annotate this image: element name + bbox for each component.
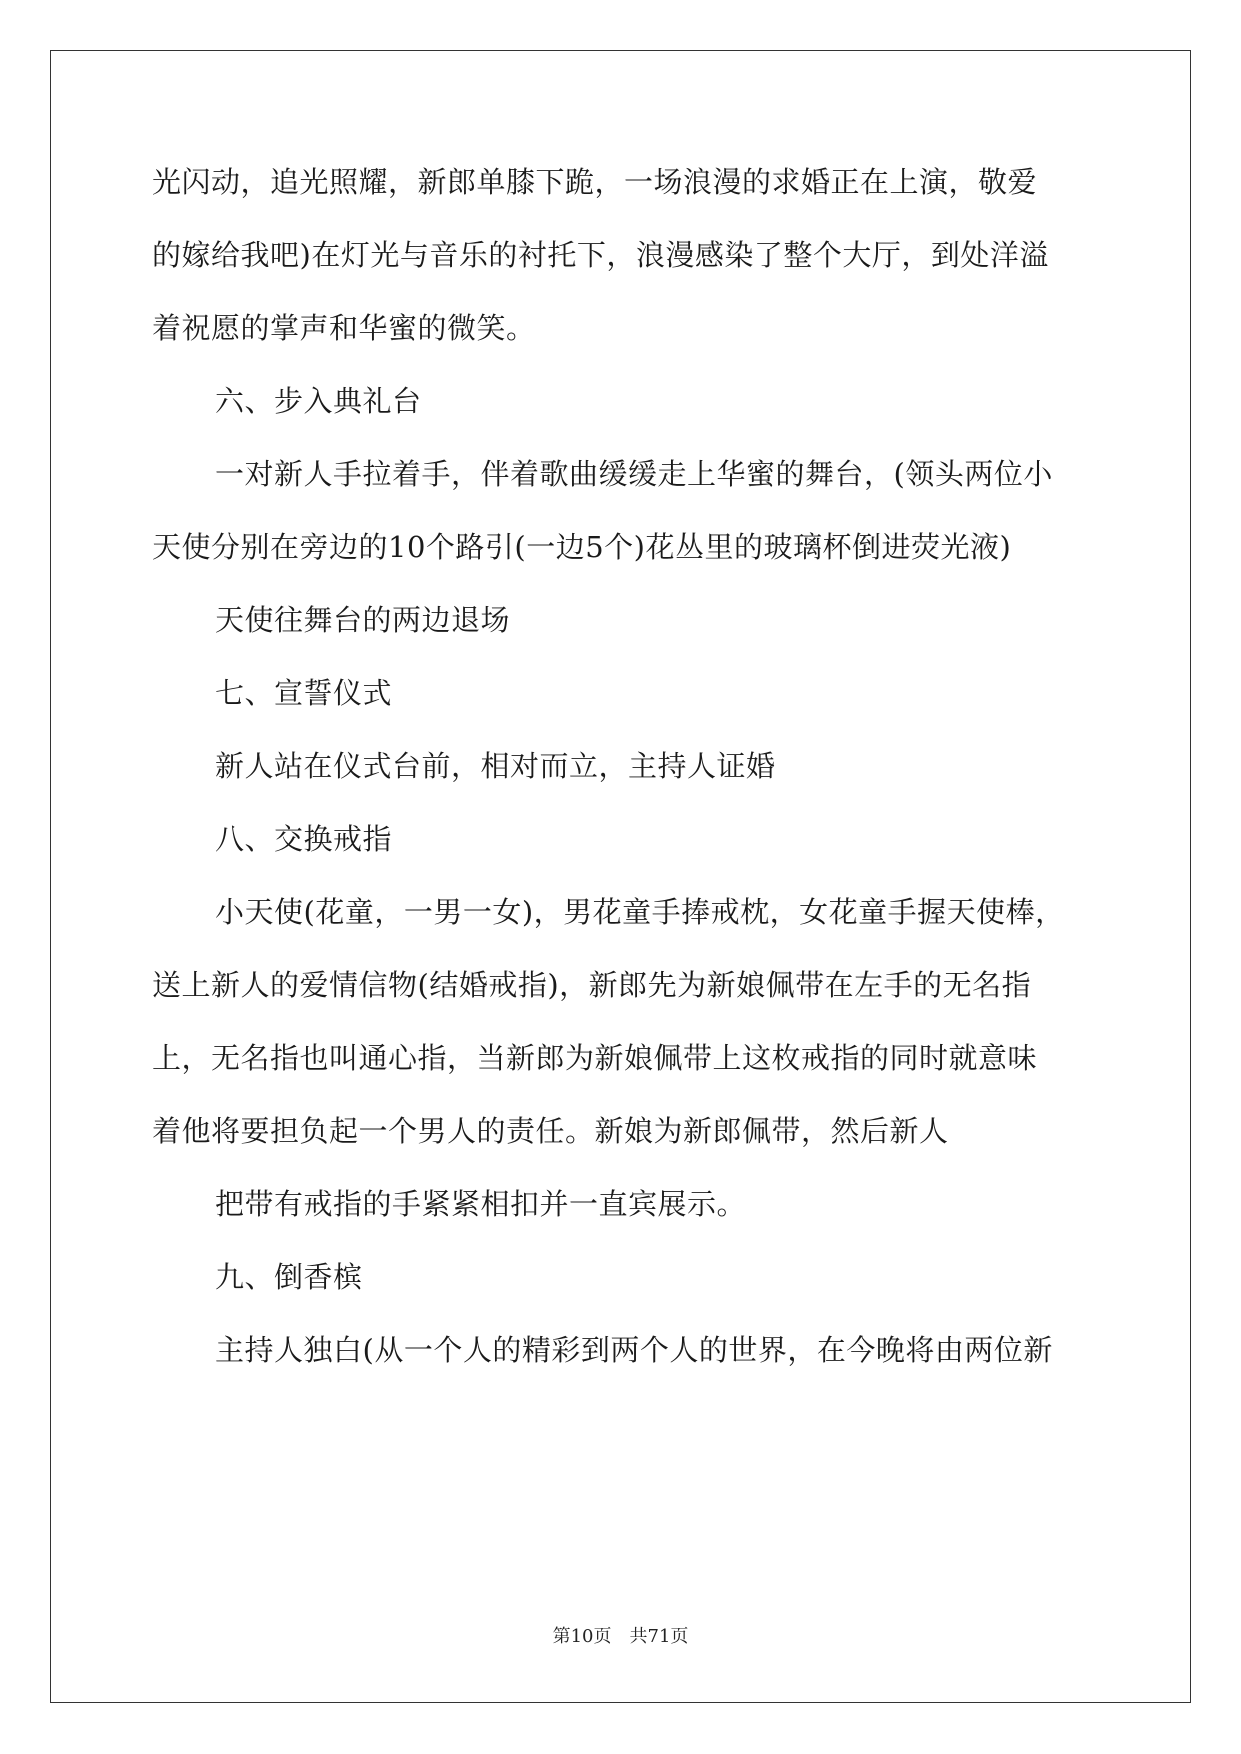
text-line: 一对新人手拉着手，伴着歌曲缓缓走上华蜜的舞台，(领头两位小 <box>215 457 1053 491</box>
text-line: 天使往舞台的两边退场 <box>215 603 511 637</box>
section-heading: 七、宣誓仪式 <box>215 676 393 710</box>
text-line: 的嫁给我吧)在灯光与音乐的衬托下，浪漫感染了整个大厅，到处洋溢 <box>152 238 1049 272</box>
text-line: 把带有戒指的手紧紧相扣并一直宾展示。 <box>215 1187 747 1221</box>
section-heading: 九、倒香槟 <box>215 1260 363 1294</box>
text-line: 主持人独白(从一个人的精彩到两个人的世界，在今晚将由两位新 <box>215 1333 1053 1367</box>
text-line: 送上新人的爱情信物(结婚戒指)，新郎先为新娘佩带在左手的无名指 <box>152 968 1032 1002</box>
section-heading: 八、交换戒指 <box>215 822 393 856</box>
page-number: 第10页 共71页 <box>552 1626 689 1647</box>
page-footer <box>0 1625 1241 1649</box>
text-line: 光闪动，追光照耀，新郎单膝下跪，一场浪漫的求婚正在上演，敬爱 <box>152 165 1038 199</box>
text-line: 上，无名指也叫通心指，当新郎为新娘佩带上这枚戒指的同时就意味 <box>152 1041 1038 1075</box>
text-line: 小天使(花童，一男一女)，男花童手捧戒枕，女花童手握天使棒， <box>215 895 1065 929</box>
text-line: 天使分别在旁边的10个路引(一边5个)花丛里的玻璃杯倒进荧光液) <box>152 530 1012 564</box>
text-line: 着祝愿的掌声和华蜜的微笑。 <box>152 311 536 345</box>
page-border <box>50 50 1191 1703</box>
text-line: 着他将要担负起一个男人的责任。新娘为新郎佩带，然后新人 <box>152 1114 949 1148</box>
section-heading: 六、步入典礼台 <box>215 384 422 418</box>
text-line: 新人站在仪式台前，相对而立，主持人证婚 <box>215 749 776 783</box>
